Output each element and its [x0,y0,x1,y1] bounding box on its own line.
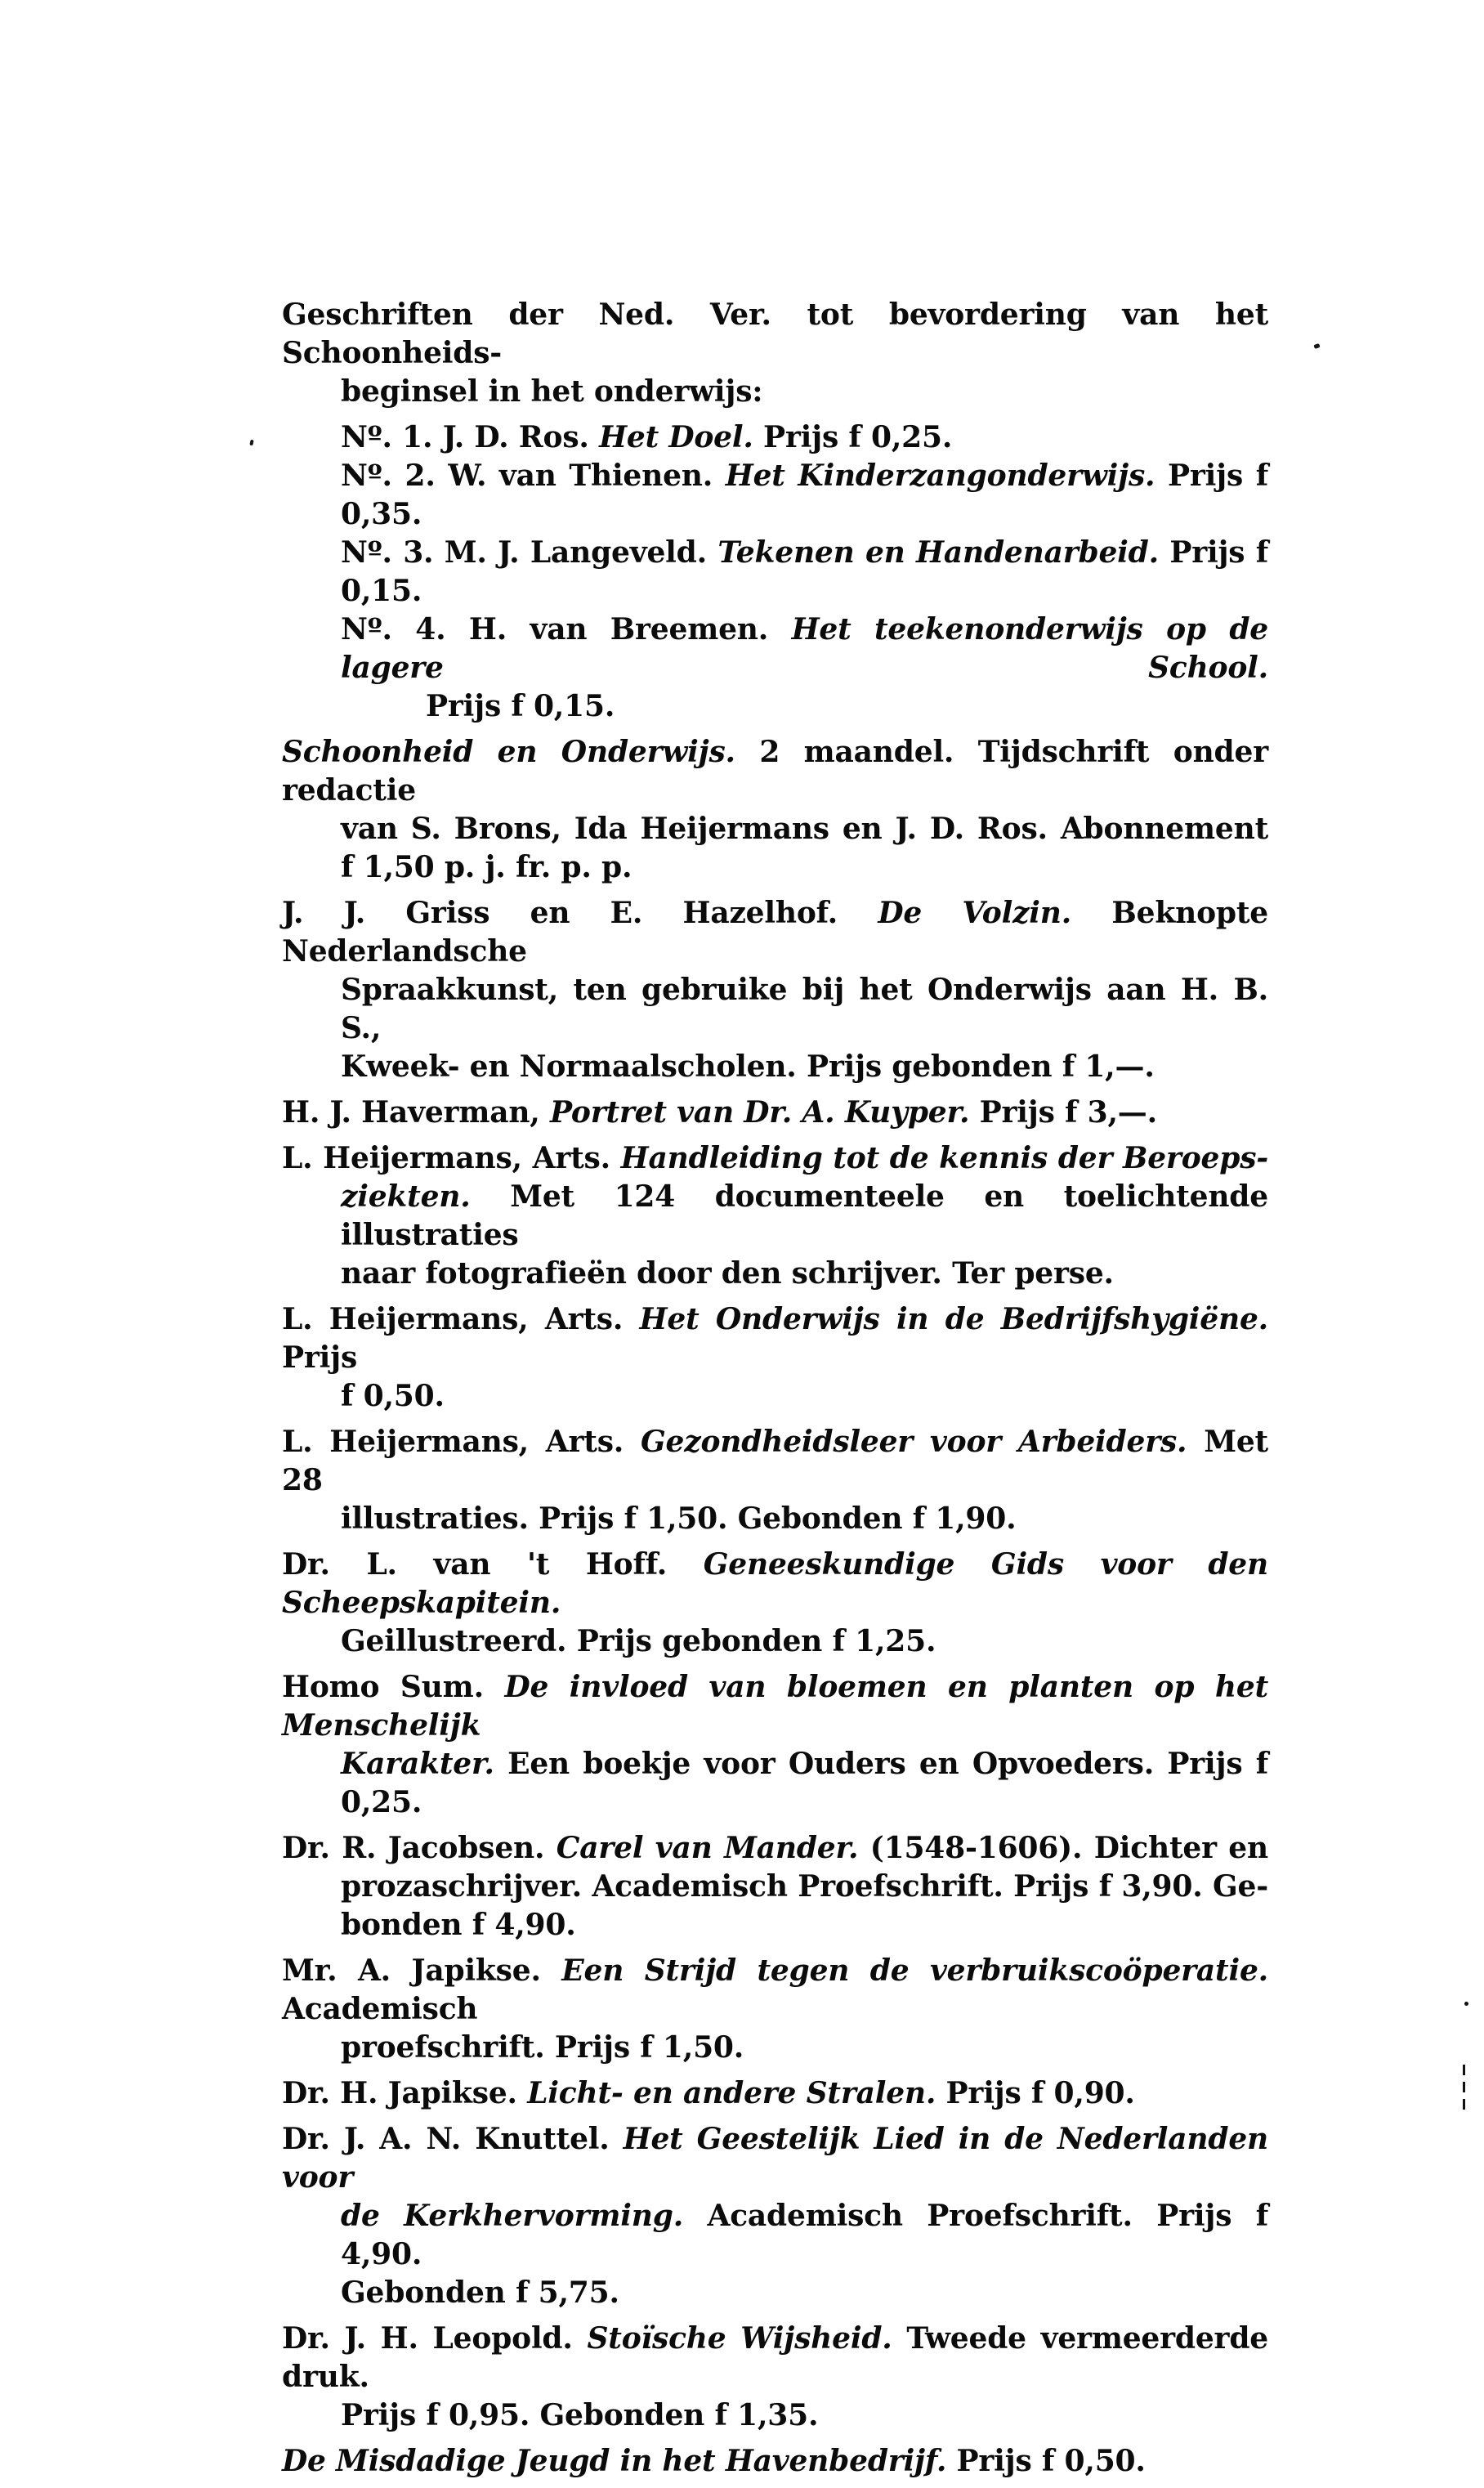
catalog-entry [282,2120,1268,2312]
catalog-text: Gebonden f 5,75. [341,2275,619,2310]
catalog-entry [282,2074,1268,2113]
text-line [282,457,1268,534]
text-line [282,1668,1268,1745]
catalog-entry [282,2320,1268,2435]
book-title-text: Het teekenonderwijs op de lagere School. [341,612,1268,685]
catalog-entry [282,1546,1268,1661]
catalog-text: Dr. J. H. Leopold. [282,2321,588,2356]
catalog-text: Tweede vermeerderde druk. [282,2321,1268,2394]
catalog-text-block [282,296,1268,2488]
catalog-text: Met 124 documenteele en toelichtende illustraties [341,1179,1268,1252]
catalog-entry [282,1829,1268,1944]
catalog-text: Geillustreerd. Prijs gebonden f 1,25. [341,1624,936,1658]
text-line [282,2396,1268,2435]
catalog-entry [282,1668,1268,1822]
text-line [282,1829,1268,1868]
catalog-text: Spraakkunst, ten gebruike bij het Onderwijs aan H. B. S., [341,973,1268,1045]
text-line [282,418,1268,457]
book-title-text: De Misdadige Jeugd in het Havenbedrijf. [282,2444,947,2478]
text-line [282,1952,1268,2029]
text-line [282,2274,1268,2312]
book-title-text: Portret van Dr. A. Kuyper. [549,1095,970,1130]
text-line [282,1178,1268,1255]
book-title-text: Stoïsche Wijsheid. [587,2321,892,2356]
catalog-entry [282,1952,1268,2067]
text-line [282,1745,1268,1822]
catalog-text: Nº. 2. W. van Thienen. [341,459,726,493]
catalog-entry [282,1300,1268,1416]
text-line [282,1377,1268,1416]
catalog-text: Prijs f 0,35. [341,459,1268,531]
catalog-text: Academisch [282,1992,478,2026]
catalog-text: Dr. J. A. N. Knuttel. [282,2122,624,2156]
book-title-text: de Kerkhervorming. [341,2199,684,2233]
catalog-text: Dr. H. Japikse. [282,2076,528,2110]
dashed-ink-strokes [1463,2065,1465,2115]
catalog-text: J. J. Griss en E. Hazelhof. [282,896,878,930]
text-line [282,1500,1268,1538]
catalog-text: illustraties. Prijs f 1,50. Gebonden f 1,90. [341,1501,1017,1536]
text-line [282,733,1268,810]
catalog-text: Met 28 [282,1425,1268,1497]
text-line [282,1255,1268,1293]
text-line [282,2320,1268,2396]
text-line [282,2120,1268,2197]
ink-dot [1464,2002,1468,2006]
book-title-text: Het Onderwijs in de Bedrijfshygiëne. [639,1302,1268,1336]
catalog-text: f 0,50. [341,1379,445,1413]
text-line [282,810,1268,848]
catalog-text: H. J. Haverman, [282,1095,550,1130]
catalog-text: L. Heijermans, Arts. [282,1425,641,1459]
book-title-text: Het Geestelijk Lied in de Nederlanden voor [282,2122,1268,2195]
book-title-text: Karakter. [341,1747,494,1781]
catalog-text: 2 maandel. Tijdschrift onder redactie [282,735,1268,808]
text-line [282,894,1268,971]
catalog-text: Prijs f 0,95. Gebonden f 1,35. [341,2398,819,2432]
catalog-text: Nº. 1. J. D. Ros. [341,420,600,454]
book-title-text: Carel van Mander. [556,1831,859,1865]
text-line [282,1868,1268,1906]
ink-speck [1313,343,1320,349]
catalog-text: bonden f 4,90. [341,1908,576,1942]
catalog-text: Prijs f 0,50. [946,2444,1146,2478]
catalog-text: Prijs f 0,15. [341,535,1268,608]
catalog-text: Prijs f 0,15. [426,689,615,723]
book-title-text: Schoonheid en Onderwijs. [282,735,735,769]
catalog-text: L. Heijermans, Arts. [282,1302,640,1336]
text-line [282,971,1268,1048]
book-title-text: De invloed van bloemen en planten op het Menschelijk [282,1670,1268,1743]
text-line [282,2197,1268,2274]
book-title-text: ziekten. [341,1179,471,1214]
text-line [282,687,1268,726]
text-line [282,296,1268,373]
catalog-text: prozaschrijver. Academisch Proefschrift. Prijs f 3,90. Ge- [341,1869,1268,1904]
text-line [282,1906,1268,1944]
text-line [282,2029,1268,2067]
catalog-text: Een boekje voor Ouders en Opvoeders. Prijs f 0,25. [341,1747,1268,1819]
book-title-text: Tekenen en Handenarbeid. [717,535,1159,570]
text-line [282,2442,1268,2481]
text-line [282,1139,1268,1178]
catalog-entry [282,2442,1268,2481]
catalog-text: Prijs f 3,—. [969,1095,1157,1130]
catalog-text: Homo Sum. [282,1670,505,1704]
text-line [282,534,1268,611]
book-title-text: Het Doel. [599,420,753,454]
catalog-text: f 1,50 p. j. fr. p. p. [341,850,632,884]
text-line [282,1094,1268,1132]
catalog-text: van S. Brons, Ida Heijermans en J. D. Ros. Abonnement [341,812,1268,846]
text-line [282,611,1268,687]
catalog-text: Geschriften der Ned. Ver. tot bevordering van het Schoonheids- [282,298,1268,370]
catalog-text: Nº. 3. M. J. Langeveld. [341,535,718,570]
text-line [282,1300,1268,1377]
book-title-text: Geneeskundige Gids voor den Scheepskapitein. [282,1547,1268,1620]
catalog-text: Prijs f 0,25. [753,420,953,454]
catalog-text: (1548-1606). Dichter en [858,1831,1268,1865]
catalog-text: Mr. A. Japikse. [282,1953,562,1988]
catalog-text: Academisch Proefschrift. Prijs f 4,90. [341,2199,1268,2271]
catalog-text: proefschrift. Prijs f 1,50. [341,2030,744,2065]
catalog-text: Beknopte Nederlandsche [282,896,1268,969]
catalog-text: Nº. 4. H. van Breemen. [341,612,792,647]
text-line [282,848,1268,887]
text-line [282,1622,1268,1661]
text-line [282,1048,1268,1086]
catalog-text: Prijs f 0,90. [936,2076,1135,2110]
book-title-text: Handleiding tot de kennis der Beroeps- [620,1141,1268,1175]
catalog-entry [282,296,1268,411]
catalog-text: naar fotografieën door den schrijver. Ter perse. [341,1256,1114,1291]
book-title-text: Gezondheidsleer voor Arbeiders. [640,1425,1187,1459]
book-title-text: Licht- en andere Stralen. [527,2076,936,2110]
text-line [282,1546,1268,1622]
text-line [282,373,1268,411]
catalog-text: beginsel in het onderwijs: [341,374,763,409]
catalog-text: Dr. L. van 't Hoff. [282,1547,704,1582]
catalog-text: L. Heijermans, Arts. [282,1141,621,1175]
catalog-entry [282,1094,1268,1132]
book-title-text: Het Kinderzangonderwijs. [725,459,1155,493]
text-line [282,2074,1268,2113]
catalog-text: Dr. R. Jacobsen. [282,1831,556,1865]
catalog-entry [282,894,1268,1086]
catalog-entry [282,1139,1268,1293]
catalog-text: Prijs [282,1340,358,1375]
ink-speck [249,440,253,446]
catalog-entry [282,418,1268,726]
catalog-text: Kweek- en Normaalscholen. Prijs gebonden f 1,—. [341,1049,1155,1084]
book-title-text: De Volzin. [878,896,1072,930]
catalog-entry [282,1423,1268,1538]
book-title-text: Een Strijd tegen de verbruikscoöperatie. [561,1953,1268,1988]
text-line [282,1423,1268,1500]
catalog-entry [282,733,1268,887]
